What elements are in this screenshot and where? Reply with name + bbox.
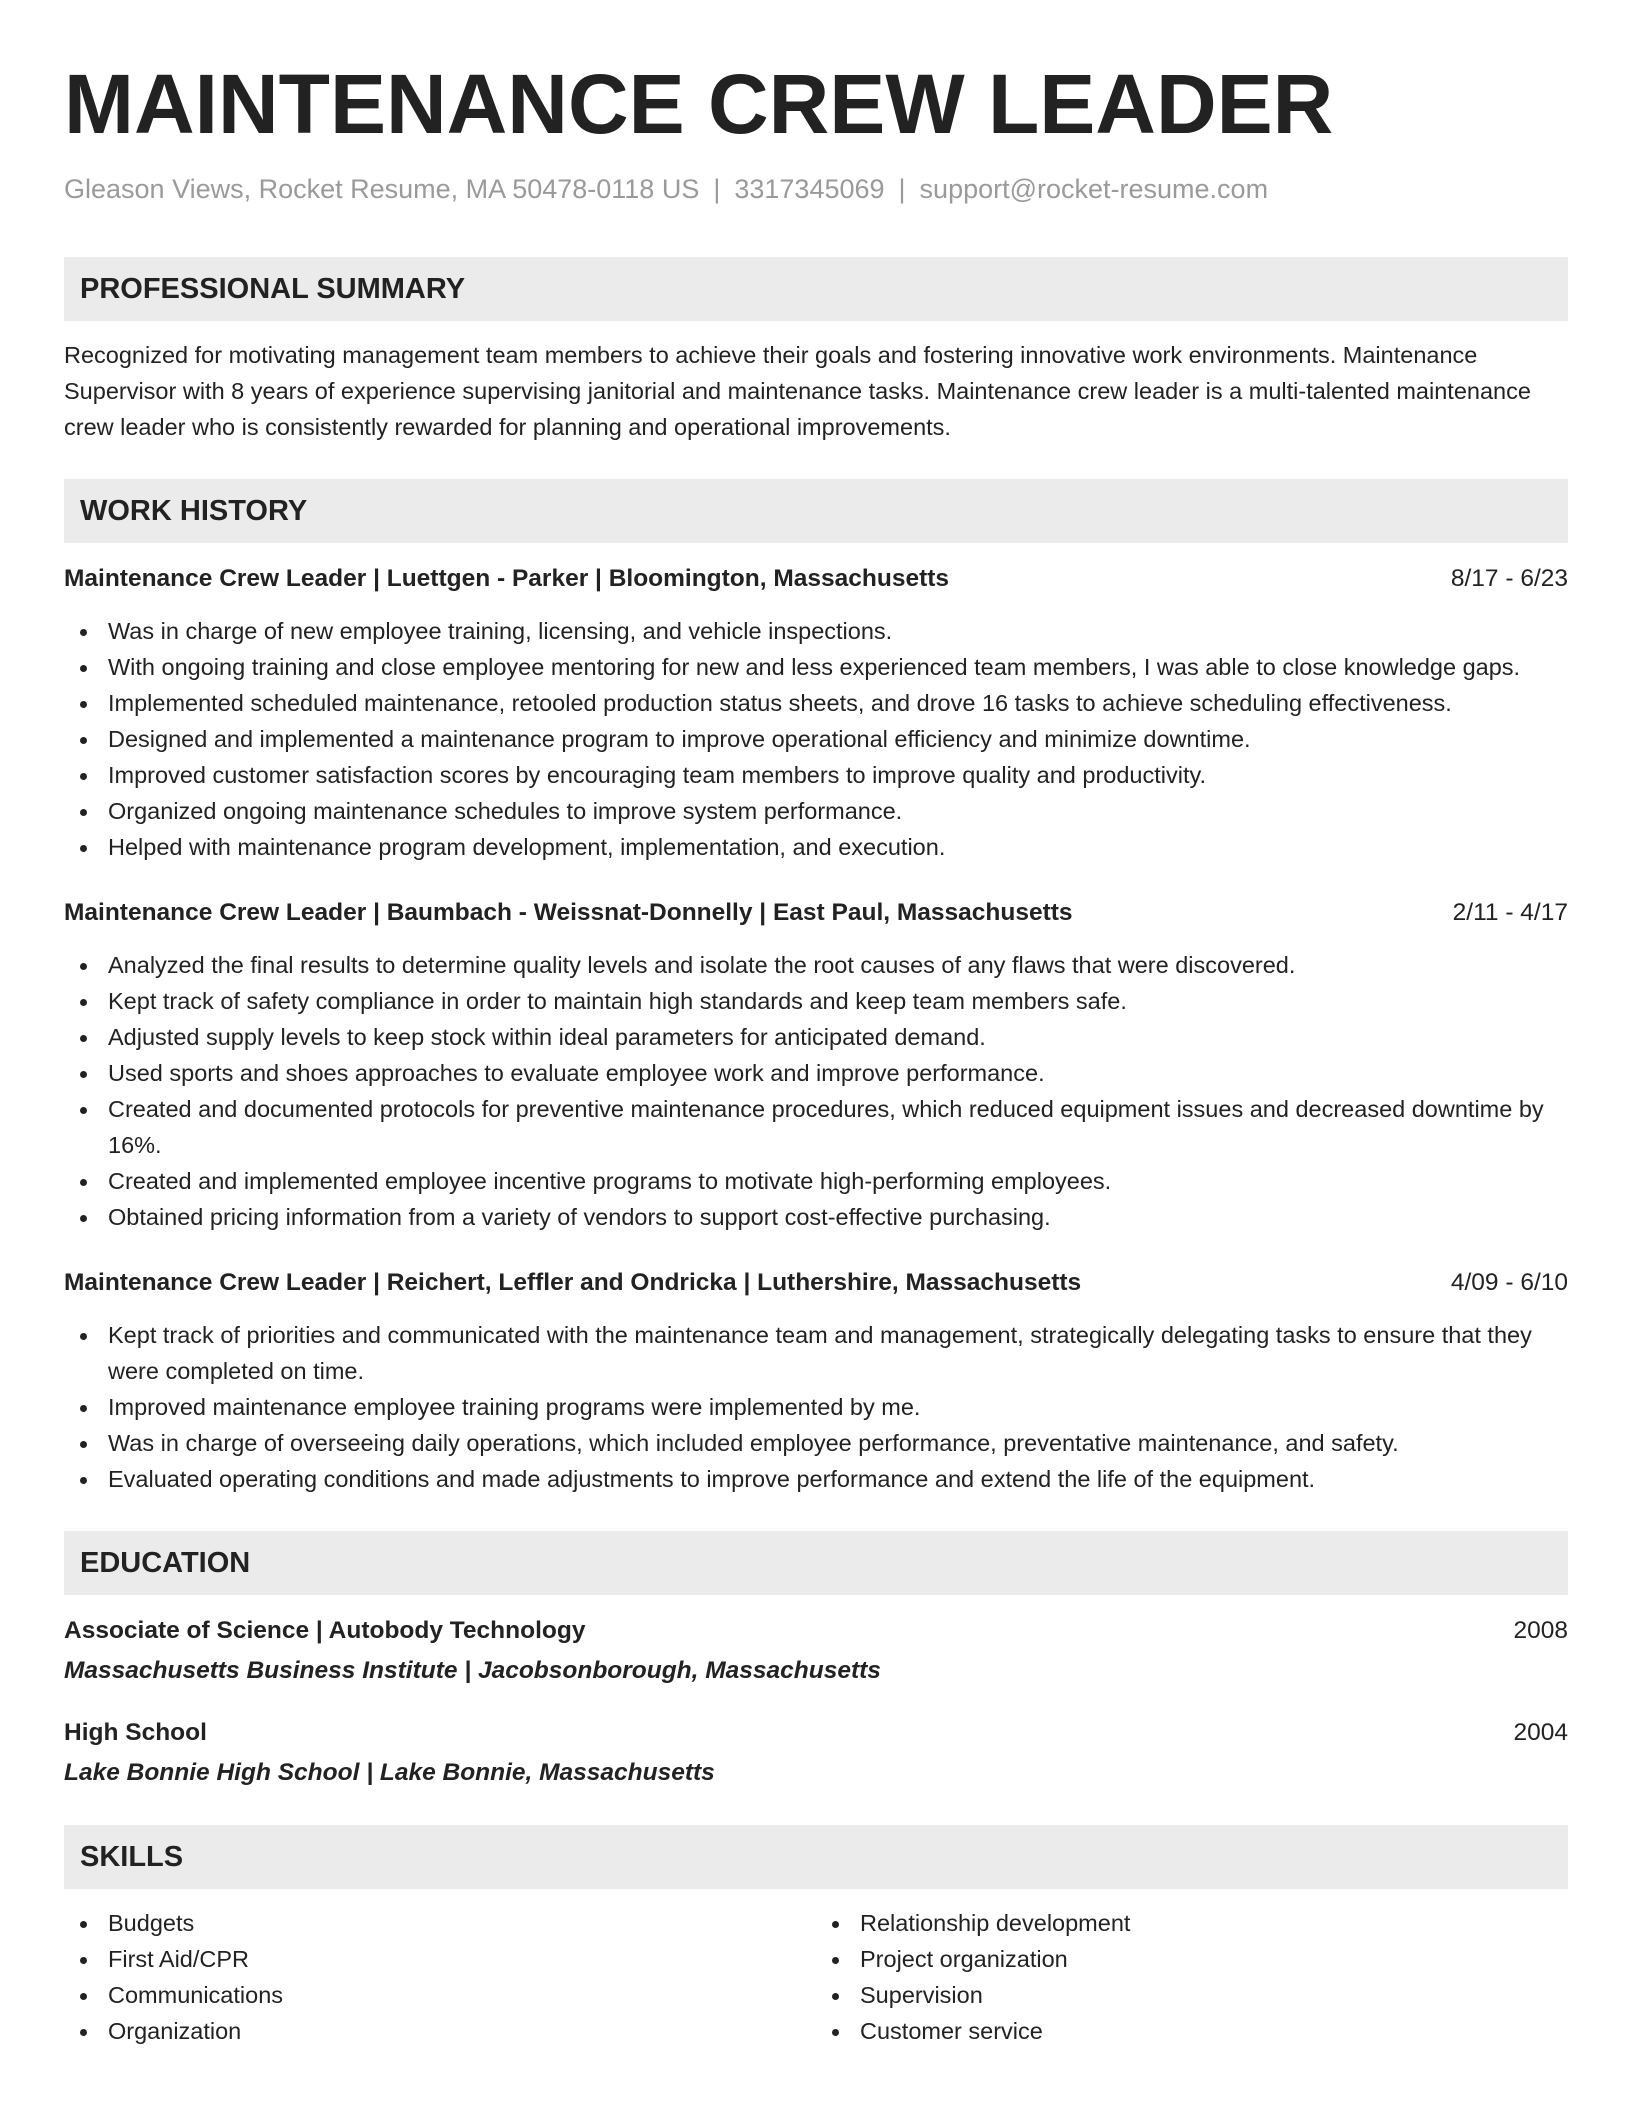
job-bullet-text: Kept track of priorities and communicated with the maintenance team and management, strategically delegating tasks to ensure that they were completed on time.	[108, 1322, 1532, 1384]
skill-item	[64, 1941, 816, 1977]
job-dates: 8/17 - 6/23	[1450, 565, 1568, 592]
skill-text: Supervision	[860, 1982, 983, 2008]
skill-text: Customer service	[860, 2018, 1043, 2044]
bullet-dot-icon	[80, 737, 87, 744]
education-entry	[64, 1613, 1568, 1689]
job-header	[64, 1265, 1568, 1301]
education-degree: Associate of Science | Autobody Technology	[64, 1617, 586, 1644]
education-degree: High School	[64, 1719, 207, 1746]
job-bullet-text: Analyzed the final results to determine quality levels and isolate the root causes of any flaws that were discovered.	[108, 952, 1296, 978]
job-bullet-text: Implemented scheduled maintenance, retooled production status sheets, and drove 16 tasks to achieve scheduling effectiveness.	[108, 690, 1452, 716]
job-bullet-text: Kept track of safety compliance in order to maintain high standards and keep team members safe.	[108, 988, 1127, 1014]
bullet-dot-icon	[80, 809, 87, 816]
job-bullet-list	[64, 947, 1568, 1235]
contact-separator: |	[898, 174, 906, 204]
job-header	[64, 561, 1568, 597]
bullet-dot-icon	[832, 1993, 839, 2000]
job-bullet	[64, 1461, 1568, 1497]
education-entry	[64, 1715, 1568, 1791]
bullet-dot-icon	[80, 629, 87, 636]
skill-item	[816, 1977, 1568, 2013]
skill-item	[816, 1941, 1568, 1977]
skill-item	[816, 2013, 1568, 2049]
education-school: Massachusetts Business Institute | Jacobsonborough, Massachusetts	[64, 1657, 881, 1684]
job-entry	[64, 561, 1568, 865]
contact-line	[64, 174, 1568, 205]
resume-title: MAINTENANCE CREW LEADER	[64, 57, 1334, 151]
job-bullet-text: Created and implemented employee incentive programs to motivate high-performing employees.	[108, 1168, 1112, 1194]
bullet-dot-icon	[80, 1179, 87, 1186]
skill-text: Relationship development	[860, 1910, 1131, 1936]
job-dates: 2/11 - 4/17	[1452, 899, 1568, 926]
summary-text: Recognized for motivating management team members to achieve their goals and fostering innovative work environments. Maintenance Supervisor with 8 years of experience supervising janitorial and maintenance tasks. Maintenance crew leader is a multi-talented maintenance crew leader who is consistently rewarded for planning and operational improvements.	[64, 342, 1531, 440]
bullet-dot-icon	[80, 1405, 87, 1412]
skill-text: Communications	[108, 1982, 284, 2008]
section-header-summary: PROFESSIONAL SUMMARY	[64, 257, 1568, 321]
bullet-dot-icon	[80, 1035, 87, 1042]
job-bullet-text: Improved maintenance employee training programs were implemented by me.	[108, 1394, 921, 1420]
job-bullet-list	[64, 1317, 1568, 1497]
job-bullet	[64, 1389, 1568, 1425]
bullet-dot-icon	[80, 773, 87, 780]
job-title: Maintenance Crew Leader | Luettgen - Parker | Bloomington, Massachusetts	[64, 565, 950, 592]
job-bullet	[64, 983, 1568, 1019]
bullet-dot-icon	[80, 1333, 87, 1340]
job-bullet-text: Organized ongoing maintenance schedules to improve system performance.	[108, 798, 903, 824]
education-school: Lake Bonnie High School | Lake Bonnie, Massachusetts	[64, 1759, 715, 1786]
bullet-dot-icon	[80, 999, 87, 1006]
bullet-dot-icon	[80, 1071, 87, 1078]
bullet-dot-icon	[80, 1957, 87, 1964]
job-bullet	[64, 1199, 1568, 1235]
education-year: 2004	[1513, 1719, 1568, 1746]
education-header	[64, 1613, 1568, 1649]
job-bullet-text: Improved customer satisfaction scores by encouraging team members to improve quality and productivity.	[108, 762, 1207, 788]
bullet-dot-icon	[832, 1921, 839, 1928]
job-bullet-text: Evaluated operating conditions and made adjustments to improve performance and extend the life of the equipment.	[108, 1466, 1316, 1492]
bullet-dot-icon	[80, 1107, 87, 1114]
job-header	[64, 895, 1568, 931]
job-bullet-text: Designed and implemented a maintenance program to improve operational efficiency and minimize downtime.	[108, 726, 1251, 752]
bullet-dot-icon	[80, 845, 87, 852]
job-bullet	[64, 1163, 1568, 1199]
skills-grid	[64, 1905, 1568, 2049]
job-bullet	[64, 829, 1568, 865]
bullet-dot-icon	[80, 701, 87, 708]
job-bullet-text: Adjusted supply levels to keep stock within ideal parameters for anticipated demand.	[108, 1024, 986, 1050]
job-bullet-list	[64, 613, 1568, 865]
bullet-dot-icon	[832, 2029, 839, 2036]
job-bullet-text: Helped with maintenance program development, implementation, and execution.	[108, 834, 946, 860]
bullet-dot-icon	[80, 1215, 87, 1222]
job-bullet	[64, 1055, 1568, 1091]
skill-text: First Aid/CPR	[108, 1946, 250, 1972]
skill-text: Project organization	[860, 1946, 1068, 1972]
job-bullet	[64, 721, 1568, 757]
job-bullet-text: With ongoing training and close employee mentoring for new and less experienced team members, I was able to close knowledge gaps.	[108, 654, 1521, 680]
bullet-dot-icon	[80, 1993, 87, 2000]
job-bullet	[64, 649, 1568, 685]
job-dates: 4/09 - 6/10	[1450, 1269, 1568, 1296]
bullet-dot-icon	[80, 963, 87, 970]
job-bullet-text: Used sports and shoes approaches to evaluate employee work and improve performance.	[108, 1060, 1045, 1086]
bullet-dot-icon	[80, 1477, 87, 1484]
education-header	[64, 1715, 1568, 1751]
job-bullet	[64, 1019, 1568, 1055]
job-title: Maintenance Crew Leader | Baumbach - Weissnat-Donnelly | East Paul, Massachusetts	[64, 899, 1073, 926]
skill-text: Organization	[108, 2018, 242, 2044]
skills-list	[816, 1905, 1568, 2049]
skills-list	[64, 1905, 816, 2049]
job-bullet-text: Was in charge of overseeing daily operations, which included employee performance, preventative maintenance, and safety.	[108, 1430, 1399, 1456]
job-entry	[64, 895, 1568, 1235]
skill-text: Budgets	[108, 1910, 195, 1936]
skill-item	[64, 1905, 816, 1941]
job-bullet	[64, 613, 1568, 649]
contact-phone[interactable]: 3317345069	[734, 174, 885, 204]
section-header-skills: SKILLS	[64, 1825, 1568, 1889]
section-header-education: EDUCATION	[64, 1531, 1568, 1595]
contact-email[interactable]: support@rocket-resume.com	[919, 174, 1269, 204]
job-bullet	[64, 793, 1568, 829]
section-header-work-history: WORK HISTORY	[64, 479, 1568, 543]
bullet-dot-icon	[80, 665, 87, 672]
job-bullet	[64, 685, 1568, 721]
bullet-dot-icon	[80, 1921, 87, 1928]
skills-column-right	[816, 1905, 1568, 2049]
skill-item	[64, 2013, 816, 2049]
job-bullet	[64, 1091, 1568, 1163]
bullet-dot-icon	[80, 2029, 87, 2036]
skills-column-left	[64, 1905, 816, 2049]
job-bullet	[64, 757, 1568, 793]
job-bullet-text: Obtained pricing information from a variety of vendors to support cost-effective purchasing.	[108, 1204, 1051, 1230]
job-bullet	[64, 1317, 1568, 1389]
bullet-dot-icon	[832, 1957, 839, 1964]
skill-item	[816, 1905, 1568, 1941]
job-entry	[64, 1265, 1568, 1497]
contact-separator: |	[713, 174, 721, 204]
job-title: Maintenance Crew Leader | Reichert, Leffler and Ondricka | Luthershire, Massachusetts	[64, 1269, 1082, 1296]
job-bullet	[64, 947, 1568, 983]
bullet-dot-icon	[80, 1441, 87, 1448]
contact-address: Gleason Views, Rocket Resume, MA 50478-0118 US	[64, 174, 700, 204]
education-year: 2008	[1513, 1617, 1568, 1644]
skill-item	[64, 1977, 816, 2013]
job-bullet-text: Was in charge of new employee training, licensing, and vehicle inspections.	[108, 618, 893, 644]
job-bullet	[64, 1425, 1568, 1461]
job-bullet-text: Created and documented protocols for preventive maintenance procedures, which reduced equipment issues and decreased downtime by 16%.	[108, 1096, 1544, 1158]
